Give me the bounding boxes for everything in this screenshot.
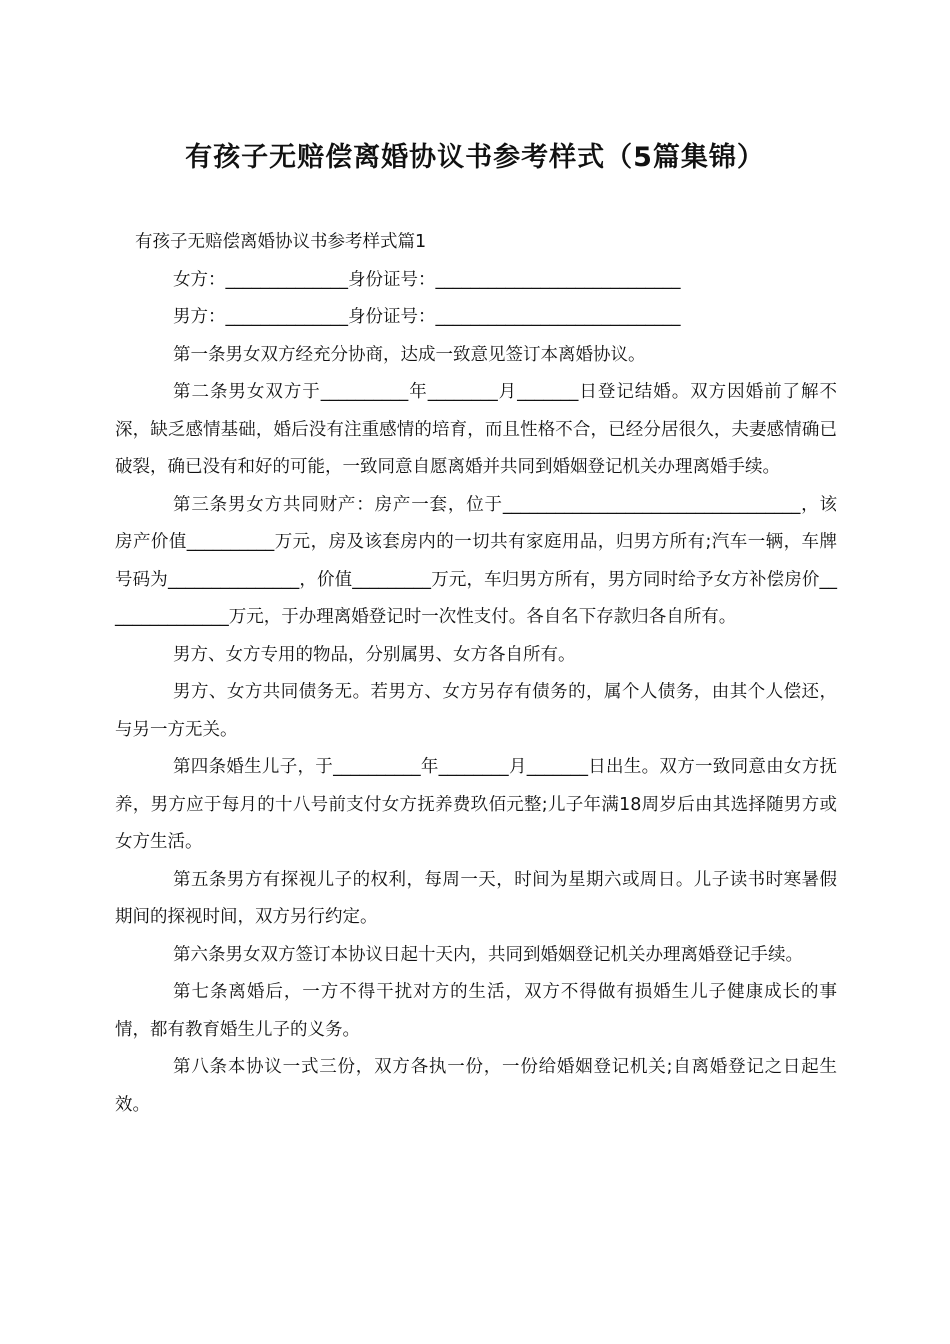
personal-items-clause: 男方、女方专用的物品，分别属男、女方各自所有。 — [173, 644, 576, 665]
debts-clause: 男方、女方共同债务无。若男方、女方另存有债务的，属个人债务，由其个人偿还，与另一方无关。 — [115, 682, 837, 740]
article-5: 第五条男方有探视儿子的权利，每周一天，时间为星期六或周日。儿子读书时寒暑假期间的探视时间，双方另行约定。 — [115, 869, 837, 927]
male-party-line: 男方：______________身份证号：____________________________ — [173, 307, 681, 327]
article-7: 第七条离婚后，一方不得干扰对方的生活，双方不得做有损婚生儿子健康成长的事情，都有教育婚生儿子的义务。 — [115, 982, 837, 1040]
article-6: 第六条男女双方签订本协议日起十天内，共同到婚姻登记机关办理离婚登记手续。 — [173, 944, 803, 965]
article-4: 第四条婚生儿子，于__________年________月_______日出生。双方一致同意由女方抚养，男方应于每月的十八号前支付女方抚养费玖佰元整;儿子年满18周岁后由其选择随男方或女方生活。 — [115, 757, 837, 852]
article-2: 第二条男女双方于__________年________月_______日登记结婚。双方因婚前了解不深，缺乏感情基础，婚后没有注重感情的培育，而且性格不合，已经分居很久，夫妻感情确已破裂，确已没有和好的可能，一致同意自愿离婚并共同到婚姻登记机关办理离婚手续。 — [115, 382, 837, 477]
article-8: 第八条本协议一式三份，双方各执一份，一份给婚姻登记机关;自离婚登记之日起生效。 — [115, 1057, 837, 1115]
document-title: 有孩子无赔偿离婚协议书参考样式（5篇集锦） — [185, 142, 765, 173]
article-3: 第三条男女方共同财产：房产一套，位于__________________________________，该房产价值__________万元，房及该套房内的一切共有家庭用品，归男方所有;汽车一辆，车牌号码为_______________，价值_________万元，车归男方所有，男方同时给予女方补偿房价_______________万元，于办理离婚登记时一次性支付。各自名下存款归各自所有。 — [115, 494, 837, 627]
section-subtitle: 有孩子无赔偿离婚协议书参考样式篇1 — [135, 232, 427, 252]
female-party-line: 女方：______________身份证号：____________________________ — [173, 269, 681, 290]
document-body — [115, 224, 837, 1124]
article-1: 第一条男女双方经充分协商，达成一致意见签订本离婚协议。 — [173, 344, 646, 365]
